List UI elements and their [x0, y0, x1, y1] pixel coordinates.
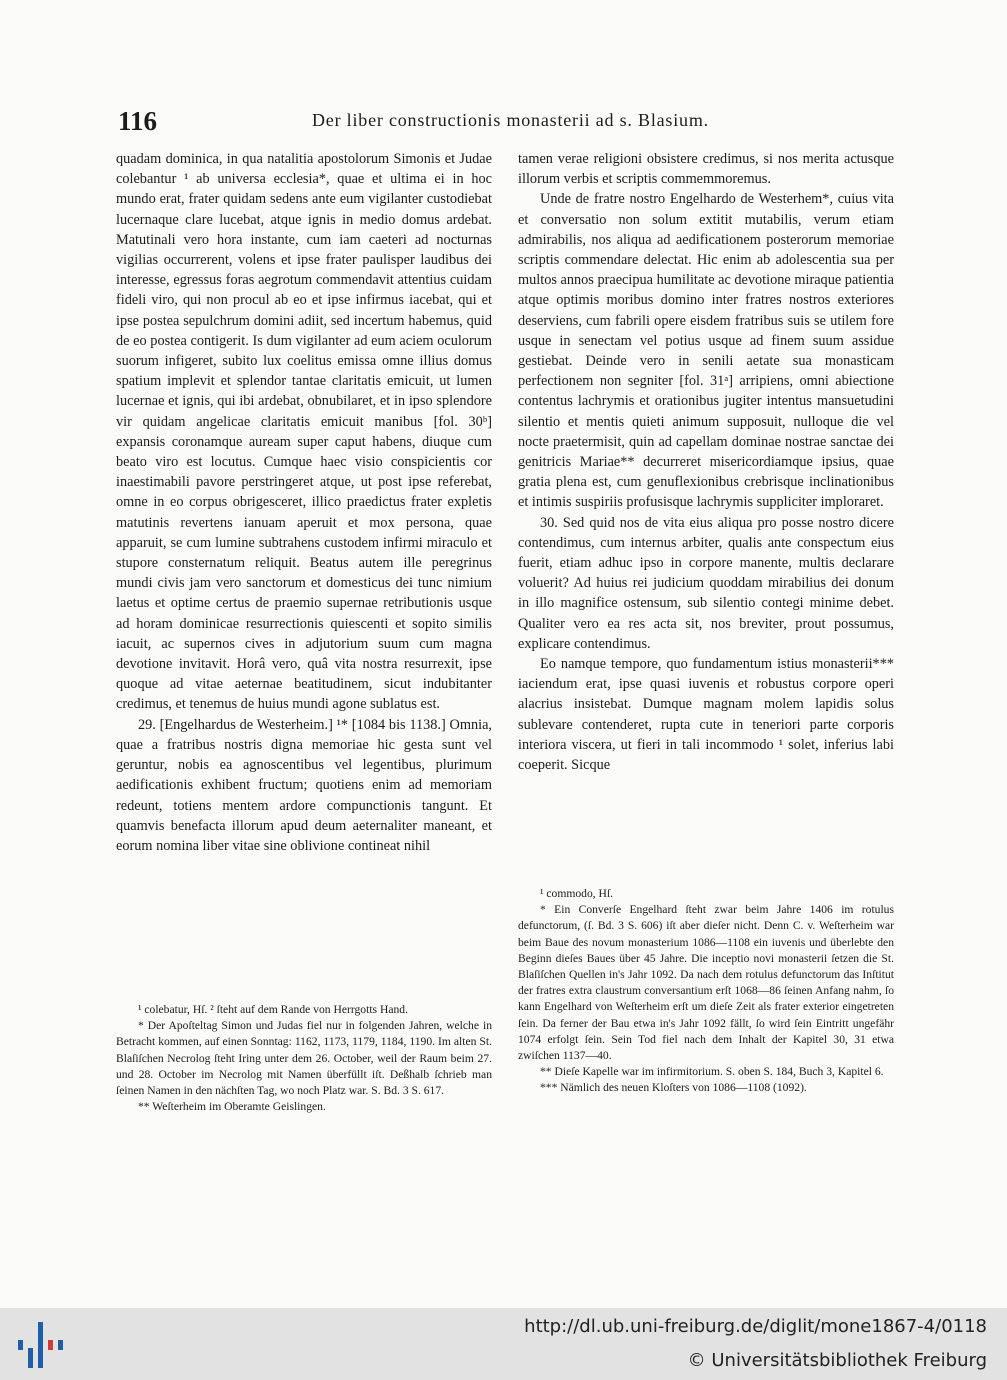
footnote: * Der Apoſteltag Simon und Judas fiel nur in folgenden Jahren, welche in Betracht kommen, auf einen Sonntag: 1162, 1173, 1179, 1184, 1190. Im alten St. Blaſiſchen Necrolog ſteht Iring unter dem 26. October, weil der Raum beim 27. und 28. October im Necrolog mit Namen überfüllt iſt. Deßhalb ſchrieb man ſeinen Namen in den nächſten Tag, wo noch Platz war. S. Bd. 3 S. 617.	[116, 1019, 492, 1098]
footnote: ** Dieſe Kapelle war im infirmitorium. S. oben S. 184, Buch 3, Kapitel 6.	[540, 1065, 884, 1079]
footnote: * Ein Converſe Engelhard ſteht zwar beim Jahre 1406 im rotulus defunctorum, (ſ. Bd. 3 S. 606) iſt aber dieſer nicht. Denn C. v. Weſterheim war beim Baue des novum monasterium 1086—1108 ein iuvenis und überlebte den Beginn dieſes Baues über 45 Jahre. Die inceptio novi monasterii ſetzen die St. Blaſiſchen Quellen in's Jahr 1092. Da nach dem rotulus defunctorum das Inſtitut der fratres extra claustrum conversantium erſt 1068—86 ſeinen Anfang nahm, ſo kann Engelhard von Weſterheim erſt um dieſe Zeit als frater exterior eingetreten ſein. Da ferner der Bau etwa in's Jahr 1092 fällt, ſo wird ſein Eintritt ungefähr 1074 erfolgt ſein. Sein Tod fiel nach dem Inhalt der Kapitel 30, 31 etwa zwiſchen 1137—40.	[518, 903, 894, 1063]
right-paragraph-2: Unde de fratre nostro Engelhardo de Westerhem*, cuius vita et conversatio non solum extitit mutabilis, verum etiam admirabilis, nos aliqua ad aedificationem posterorum memoriae scriptis commendare delectat. Hic enim ab adolescentia sua per multos annos praecipua humilitate ac devotione miraque patientia atque optimis moribus domino inter fratres nostros exteriores deserviens, cum fabrili opere eisdem fratribus suis se utilem fore usque in senectam vel potius usque ad finem suum assidue gestiebat. Deinde vero in senili aetate sua monasticam perfectionem non segniter [fol. 31ᵃ] arripiens, omni abiectione contentus lachrymis et orationibus jugiter intentus mansuetudini silentio et mentis quieti animum supposuit, nulloque die vel nocte praetermisit, quin ad capellam dominae nostrae sanctae dei genitricis Mariae** decurreret misericordiamque ipsius, quae gratia plena est, cum genuflexionibus crebrisque inclinationibus et intimis suspiriis profusisque lachrymis suppliciter imploraret.	[518, 191, 894, 511]
right-paragraph-1: tamen verae religioni obsistere credimus, si nos merita actusque illorum verbis et scriptis commemmoremus.	[518, 151, 894, 188]
viewer-footer-bar	[0, 1308, 1007, 1380]
left-footnotes	[116, 1002, 492, 1115]
left-column	[116, 149, 492, 856]
ub-freiburg-logo-icon[interactable]	[14, 1322, 64, 1368]
left-paragraph-2: 29. [Engelhardus de Westerheim.] ¹* [1084 bis 1138.] Omnia, quae a fratribus nostris digna memoriae hic gesta sunt vel geruntur, nobis ea agnoscentibus vel legentibus, plurimum aedificationis exhibent fructum; quotiens enim ad memoriam redeunt, totiens mentem ardore compunctionis tangunt. Et quamvis benefacta illorum apud deum aeternaliter maneant, et eorum nomina liber vitae sine oblivione contineat nihil	[116, 716, 492, 854]
copyright-notice: © Universitätsbibliothek Freiburg	[687, 1350, 987, 1371]
footnote: ¹ commodo, Hſ.	[540, 887, 614, 900]
right-footnotes	[518, 886, 894, 1097]
right-paragraph-4: Eo namque tempore, quo fundamentum istius monasterii*** iaciendum erat, ipse quasi iuvenis et robustus corpore operi alacrius insistebat. Dumque magnam molem lapidis solus sublevare contenderet, rupta cute in teneriori parte corporis interiora viscera, ut fieri in tali incommodo ¹ solet, inferius labi coeperit. Sicque	[518, 656, 894, 774]
footnote: ¹ colebatur, Hſ. ² ſteht auf dem Rande von Herrgotts Hand.	[138, 1003, 408, 1016]
permalink-url[interactable]: http://dl.ub.uni-freiburg.de/diglit/mone1867-4/0118	[524, 1316, 987, 1337]
running-title: Der liber constructionis monasterii ad s. Blasium.	[312, 110, 709, 130]
page-number: 116	[118, 106, 158, 136]
footnote: ** Weſterheim im Oberamte Geislingen.	[138, 1100, 326, 1114]
right-paragraph-3: 30. Sed quid nos de vita eius aliqua pro posse nostro dicere contendimus, cum internus arbiter, qualis ante conspectum eius fuerit, etiam adhuc ipso in corpore manente, multis declarare voluerit? Ad huius rei judicium quoddam mirabilius dei donum in illo magnifice ostensum, sub silentio contegi minime debet. Qualiter vero ea res acta sit, nos breviter, prout possumus, explicare contendimus.	[518, 514, 894, 652]
footnote: *** Nämlich des neuen Kloſters von 1086—1108 (1092).	[540, 1081, 807, 1095]
left-paragraph-1: quadam dominica, in qua natalitia apostolorum Simonis et Judae colebantur ¹ ab universa ecclesia*, quae et ultima ei in hoc mundo erat, frater quidam sedens ante eum vigilanter custodiebat lucernaque clare lucebat, atque ignis in medio domus ardebat. Matutinali vero hora instante, cum iam caeteri ad nocturnas vigilias occurrerent, volens et ipse frater paulisper laudibus dei interesse, egressus foras aegrotum commendavit attentius cuidam fideli viro, qui non procul ab eo et ipse infirmus iacebat, qui et ipse postea sepulchrum domini adiit, sed incertum habemus, quid de eo postea contigerit. Is dum vigilanter ad eum aciem oculorum suorum infigeret, subito lux coelitus emissa omne illius domus spatium implevit et splendor tantae claritatis emicuit, ut lumen lucernae et ignis, qui ibi ardebat, obnubilaret, et in ipso splendore vir quidam angelicae claritatis emicuit manibus [fol. 30ᵇ] expansis coronamque auream super caput habens, diuque cum beato viro est locutus. Cumque haec visio conspicientis cor inaestimabili pavore perstringeret atque, ut post ipse referebat, omne in eo corpus obrigesceret, illico praedictus frater expletis matutinis revertens ianuam aperuit et mox persona, quae apparuit, se cum lumine subtrahens custodem infirmi miraculo et stupore consternatum reliquit. Beatus autem ille peregrinus mundi civis jam vero sanctorum et domesticus dei tunc nimium laetus et optime certus de praemio supernae retributionis usque ad horam dominicae resurrectionis quiescenti et sopito similis iacuit, ac supernos cives in adjutorium suum cum magna devotione invitavit. Horâ vero, quâ vita nostra resurrexit, ipse quoque ad vitae aeternae beatitudinem, sicut indubitanter credimus, et tenemus de huius mundi agone sublatus est.	[116, 151, 492, 713]
right-column	[518, 149, 894, 775]
